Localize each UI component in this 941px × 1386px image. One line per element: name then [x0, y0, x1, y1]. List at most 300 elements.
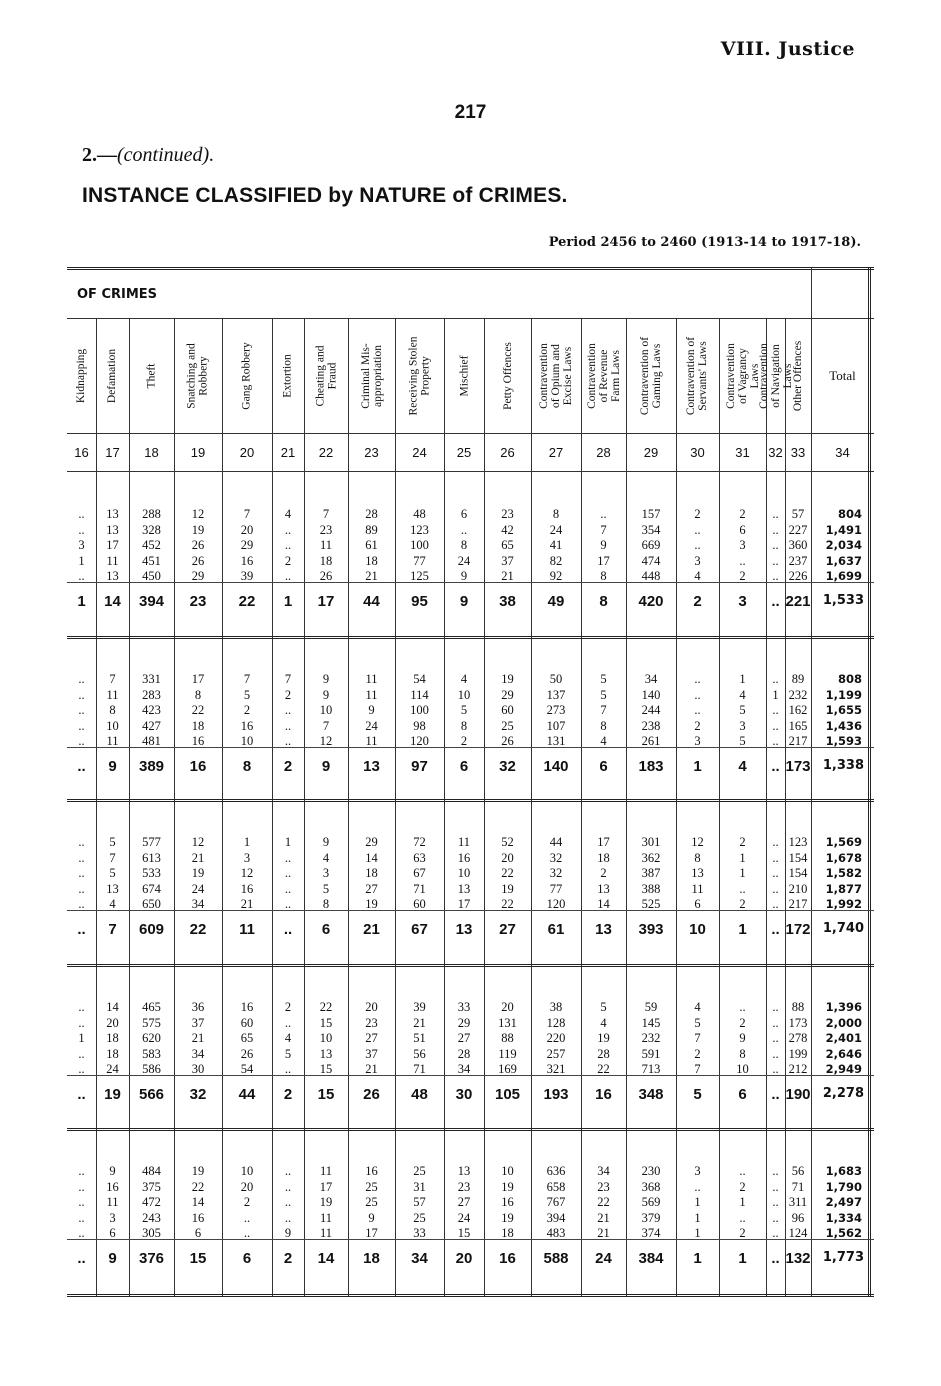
table-cell: 2,497	[825, 1195, 862, 1209]
data-cell-group	[67, 672, 96, 750]
data-cell-group	[581, 1000, 626, 1078]
average-cell: 1	[693, 1250, 702, 1267]
table-cell: ..	[78, 1015, 85, 1030]
table-cell: 7	[600, 522, 607, 537]
column-header	[626, 318, 676, 433]
table-cell: 3	[78, 538, 85, 552]
table-cell: 9	[322, 835, 330, 849]
table-cell: 483	[546, 1226, 566, 1240]
table-cell: 16	[240, 718, 254, 733]
column-header-label: Contravention of Navigation Laws	[757, 342, 794, 409]
column-header	[581, 318, 626, 433]
table-cell: 1	[694, 1195, 701, 1209]
table-cell: 533	[142, 866, 161, 880]
data-cell-group	[272, 672, 304, 750]
table-cell: 19	[191, 522, 205, 537]
table-cell: ..	[694, 687, 701, 702]
table-cell: 21	[597, 1226, 610, 1240]
table-cell: 100	[410, 538, 429, 552]
average-cell: 14	[317, 1250, 335, 1267]
table-cell: ..	[284, 1195, 292, 1209]
table-cell: 199	[788, 1046, 808, 1061]
table-cell: 32	[549, 850, 563, 865]
column-header	[757, 318, 794, 433]
section-title: VIII. Justice	[720, 38, 855, 60]
average-cell: 5	[693, 1086, 702, 1103]
column-number: 29	[643, 444, 659, 460]
table-cell: ..	[772, 1046, 779, 1061]
table-cell: 39	[240, 569, 254, 583]
table-cell: 27	[457, 1031, 471, 1045]
data-cell-group	[444, 507, 484, 585]
table-cell: 3	[739, 718, 746, 733]
table-cell: 3	[739, 538, 746, 552]
table-cell: ..	[772, 1164, 779, 1178]
table-cell: 51	[413, 1031, 426, 1045]
average-cell: 16	[189, 758, 207, 775]
average-cell: 105	[494, 1086, 521, 1103]
table-cell: 24	[191, 881, 205, 896]
column-header	[96, 318, 129, 433]
table-cell: 42	[501, 522, 514, 537]
table-cell: 18	[365, 866, 378, 880]
table-cell: 22	[597, 1195, 610, 1209]
column-header-label: Contravention of Opium and Excise Laws	[538, 342, 575, 409]
average-cell: 16	[499, 1250, 516, 1267]
table-cell: 244	[641, 703, 661, 717]
table-cell: 24	[549, 522, 563, 537]
table-cell: 25	[413, 1164, 426, 1178]
table-cell: ..	[78, 881, 85, 896]
table-cell: 1,593	[825, 734, 862, 748]
column-number: 24	[412, 444, 427, 460]
group-label: OF CRIMES	[77, 287, 158, 302]
column-header-label: Other Offences	[792, 340, 805, 411]
table-cell: 257	[546, 1046, 566, 1061]
table-cell: 37	[501, 553, 514, 568]
table-cell: ..	[772, 538, 779, 552]
table-cell: ..	[243, 1210, 251, 1225]
data-cell-group	[174, 507, 222, 585]
table-cell: ..	[694, 672, 701, 686]
column-number: 27	[548, 444, 564, 460]
average-cell: 13	[595, 921, 612, 938]
table-cell: 2	[694, 1046, 701, 1061]
table-cell: ..	[78, 1226, 85, 1240]
table-cell: 19	[501, 881, 514, 896]
table-cell: 5	[600, 1000, 607, 1014]
average-cell: 384	[638, 1250, 664, 1267]
table-cell: 100	[410, 703, 429, 717]
table-cell: 60	[501, 703, 514, 717]
table-cell: 22	[319, 1000, 333, 1014]
data-cell-group	[766, 1164, 785, 1242]
column-header-label: Contravention of Vagrancy Laws	[724, 342, 761, 409]
table-cell: 165	[788, 718, 808, 733]
table-number	[82, 144, 214, 167]
column-header	[785, 318, 811, 433]
table-cell: 388	[641, 881, 661, 896]
table-cell: ..	[772, 507, 779, 521]
data-cell-group	[67, 1000, 96, 1078]
table-cell: 11	[319, 1226, 333, 1240]
data-cell-group	[96, 1000, 129, 1078]
column-header	[174, 318, 222, 433]
table-cell: 5	[460, 703, 468, 717]
table-cell: ..	[284, 538, 292, 552]
data-cell-group	[272, 835, 304, 913]
data-cell-group	[272, 507, 304, 585]
data-cell-group	[304, 1164, 348, 1242]
average-cell: 9	[108, 758, 117, 775]
table-cell: 577	[142, 835, 161, 849]
data-cell-group	[785, 1000, 811, 1078]
table-cell: 32	[549, 866, 563, 880]
average-cell: 15	[189, 1250, 207, 1267]
table-cell: 2	[694, 718, 701, 733]
column-header-label: Contravention of Revenue Farm Laws	[585, 342, 622, 409]
table-cell: 26	[319, 569, 333, 583]
table-cell: 1	[694, 1226, 701, 1240]
table-cell: 238	[641, 718, 661, 733]
table-cell: 321	[546, 1062, 566, 1076]
average-cell: ..	[77, 921, 86, 938]
data-cell-group	[444, 1000, 484, 1078]
average-cell: 588	[543, 1250, 569, 1267]
table-cell: 1	[739, 850, 746, 865]
table-cell: 18	[365, 553, 378, 568]
table-cell: 217	[788, 734, 808, 748]
table-cell: 1,683	[825, 1164, 862, 1178]
data-cell-group	[129, 835, 174, 913]
table-cell: 71	[413, 881, 426, 896]
average-cell: 7	[108, 921, 117, 938]
table-cell: 278	[788, 1031, 808, 1045]
average-cell: 348	[638, 1086, 664, 1103]
table-cell: 60	[413, 897, 426, 911]
table-cell: 19	[365, 897, 378, 911]
table-cell: 5	[739, 734, 746, 748]
table-cell: 92	[549, 569, 563, 583]
table-cell: 9	[109, 1164, 116, 1178]
data-cell-group	[96, 507, 129, 585]
table-cell: 575	[142, 1015, 161, 1030]
table-cell: 4	[739, 687, 746, 702]
table-cell: 311	[788, 1195, 808, 1209]
table-cell: 18	[319, 553, 333, 568]
table-cell: 22	[191, 703, 205, 717]
table-cell: ..	[739, 553, 746, 568]
table-cell: 1	[772, 687, 779, 702]
data-cell-group	[222, 1164, 272, 1242]
table-cell: 9	[322, 672, 330, 686]
table-cell: 154	[788, 866, 808, 880]
table-cell: 44	[549, 835, 563, 849]
table-cell: 5	[284, 1046, 292, 1061]
table-cell: 379	[641, 1210, 661, 1225]
data-cell-group	[626, 672, 676, 750]
table-cell: 11	[319, 1164, 333, 1178]
table-cell: 120	[410, 734, 429, 748]
table-cell: 36	[191, 1000, 205, 1014]
table-cell: 1	[78, 1031, 85, 1045]
average-cell: 8	[599, 593, 608, 610]
average-cell: 172	[785, 921, 811, 938]
table-cell: 2	[243, 1195, 251, 1209]
column-header-label: Cheating and Fraud	[314, 345, 338, 406]
table-cell: ..	[78, 522, 85, 537]
table-cell: 39	[413, 1000, 426, 1014]
table-cell: 22	[191, 1179, 205, 1194]
table-cell: 162	[788, 703, 808, 717]
table-cell: 13	[457, 1164, 471, 1178]
data-cell-group	[531, 835, 581, 913]
column-header	[395, 318, 444, 433]
table-cell: 474	[641, 553, 661, 568]
column-number: 33	[790, 444, 806, 460]
table-cell: 29	[501, 687, 514, 702]
table-cell: 212	[788, 1062, 808, 1076]
column-header-label: Extortion	[282, 353, 295, 398]
table-cell: 54	[240, 1062, 254, 1076]
table-cell: 34	[457, 1062, 471, 1076]
table-cell: 17	[319, 1179, 333, 1194]
average-cell: 566	[138, 1086, 165, 1103]
average-cell: 1,533	[822, 593, 864, 608]
table-cell: ..	[78, 850, 85, 865]
table-cell: 2	[739, 1226, 746, 1240]
table-cell: 11	[365, 672, 378, 686]
data-cell-group	[304, 507, 348, 585]
table-cell: 31	[413, 1179, 426, 1194]
average-cell: 26	[363, 1086, 380, 1103]
average-cell: 193	[543, 1086, 569, 1103]
table-cell: 8	[109, 703, 116, 717]
table-cell: 217	[788, 897, 808, 911]
average-cell: 30	[455, 1086, 473, 1103]
data-cell-group	[222, 672, 272, 750]
table-cell: 10	[457, 866, 471, 880]
data-cell-group	[676, 507, 719, 585]
column-number: 30	[690, 444, 705, 460]
table-cell: 34	[597, 1164, 610, 1178]
data-cell-group	[444, 672, 484, 750]
average-cell: 10	[689, 921, 706, 938]
table-cell: ..	[284, 1062, 292, 1076]
table-cell: 4	[284, 507, 292, 521]
table-cell: 124	[788, 1226, 808, 1240]
table-cell: 2	[739, 507, 746, 521]
table-cell: 1	[284, 835, 292, 849]
data-cell-group	[395, 507, 444, 585]
column-header	[811, 318, 874, 433]
table-cell: 16	[457, 850, 471, 865]
table-cell: 2	[739, 835, 746, 849]
data-cell-group	[444, 835, 484, 913]
table-cell: 16	[501, 1195, 514, 1209]
average-cell: 132	[785, 1250, 811, 1267]
table-cell: 305	[142, 1226, 161, 1240]
table-cell: 11	[106, 1195, 119, 1209]
crimes-table	[67, 267, 874, 1297]
table-cell: 4	[694, 1000, 701, 1014]
table-cell: 243	[142, 1210, 161, 1225]
table-cell: 21	[413, 1015, 426, 1030]
data-cell-group	[811, 835, 874, 913]
table-cell: 18	[106, 1031, 119, 1045]
table-cell: ..	[78, 687, 85, 702]
table-cell: ..	[772, 703, 779, 717]
data-cell-group	[785, 507, 811, 585]
table-cell: 21	[240, 897, 254, 911]
table-cell: 56	[413, 1046, 426, 1061]
average-cell: 1	[738, 921, 747, 938]
table-cell: 13	[319, 1046, 333, 1061]
table-rule	[67, 267, 874, 270]
table-cell: 38	[549, 1000, 563, 1014]
table-cell: 25	[365, 1195, 378, 1209]
table-cell: 15	[319, 1015, 333, 1030]
table-cell: 16	[240, 1000, 254, 1014]
data-cell-group	[719, 835, 766, 913]
average-cell: 2	[693, 593, 702, 610]
average-cell: ..	[77, 1250, 86, 1267]
table-cell: ..	[772, 1062, 779, 1076]
table-cell: 669	[641, 538, 661, 552]
table-cell: 13	[457, 881, 471, 896]
table-cell: 154	[788, 850, 808, 865]
table-cell: 15	[457, 1226, 471, 1240]
data-cell-group	[531, 1000, 581, 1078]
table-cell: ..	[772, 553, 779, 568]
table-cell: ..	[284, 897, 292, 911]
average-cell: 11	[239, 921, 255, 938]
table-cell: 481	[142, 734, 161, 748]
table-cell: 1,199	[825, 687, 862, 702]
table-cell: 123	[788, 835, 808, 849]
data-cell-group	[811, 1164, 874, 1242]
average-cell: 1	[738, 1250, 747, 1267]
column-header-label: Contravention of Servants' Laws	[685, 336, 710, 415]
table-cell: 52	[501, 835, 514, 849]
table-cell: 7	[600, 703, 607, 717]
table-cell: 658	[546, 1179, 566, 1194]
average-cell: 394	[138, 593, 165, 610]
table-cell: 13	[106, 881, 119, 896]
table-cell: 14	[597, 897, 610, 911]
table-cell: 9	[368, 1210, 375, 1225]
table-cell: ..	[600, 507, 607, 521]
table-cell: 27	[457, 1195, 471, 1209]
average-cell: 183	[638, 758, 664, 775]
table-cell: 13	[691, 866, 704, 880]
table-cell: 26	[191, 553, 205, 568]
table-cell: ..	[78, 703, 85, 717]
table-cell: 360	[788, 538, 808, 552]
data-cell-group	[67, 835, 96, 913]
table-cell: 22	[501, 897, 514, 911]
table-cell: 9	[460, 569, 468, 583]
table-cell: ..	[772, 1031, 779, 1045]
data-cell-group	[348, 835, 395, 913]
table-cell: ..	[460, 522, 468, 537]
table-cell: 2,034	[825, 538, 862, 552]
table-cell: ..	[772, 1195, 779, 1209]
table-cell: 674	[142, 881, 161, 896]
data-cell-group	[531, 1164, 581, 1242]
data-cell-group	[484, 1164, 531, 1242]
table-cell: 10	[240, 1164, 254, 1178]
table-cell: 7	[284, 672, 292, 686]
data-cell-group	[626, 507, 676, 585]
average-cell: 9	[321, 758, 331, 775]
table-cell: 227	[788, 522, 808, 537]
average-cell: ..	[771, 1086, 780, 1103]
data-cell-group	[626, 835, 676, 913]
table-cell: 1,678	[825, 850, 862, 865]
table-cell: 88	[501, 1031, 514, 1045]
table-cell: 2	[694, 507, 701, 521]
table-cell: 17	[365, 1226, 378, 1240]
column-header-label: Gang Robbery	[241, 341, 254, 410]
table-cell: 12	[691, 835, 704, 849]
table-cell: 713	[641, 1062, 661, 1076]
data-cell-group	[395, 1164, 444, 1242]
table-cell: 9	[284, 1226, 292, 1240]
average-cell: 32	[189, 1086, 207, 1103]
table-cell: 11	[365, 734, 378, 748]
column-number: 18	[144, 444, 159, 460]
table-cell: 24	[365, 718, 378, 733]
table-cell: ..	[78, 1164, 85, 1178]
table-cell: 57	[413, 1195, 426, 1209]
column-header-label: Petty Offences	[501, 341, 514, 410]
table-cell: 8	[600, 718, 607, 733]
table-cell: 2	[284, 687, 292, 702]
table-cell: 4	[600, 1015, 607, 1030]
data-cell-group	[785, 835, 811, 913]
table-cell: 16	[106, 1179, 119, 1194]
table-cell: 16	[240, 881, 254, 896]
table-cell: ..	[78, 507, 85, 521]
table-cell: 472	[142, 1195, 161, 1209]
table-cell: 71	[413, 1062, 426, 1076]
column-header	[304, 318, 348, 433]
table-cell: 283	[142, 687, 161, 702]
average-cell: 1,740	[822, 921, 864, 936]
table-cell: 8	[322, 897, 330, 911]
table-cell: 26	[191, 538, 205, 552]
average-cell: 17	[317, 593, 335, 610]
table-cell: 120	[546, 897, 566, 911]
table-cell: 1,582	[825, 866, 862, 880]
average-cell: 24	[595, 1250, 612, 1267]
average-cell: 48	[411, 1086, 428, 1103]
table-cell: 1	[739, 672, 746, 686]
table-cell: 1	[739, 1195, 746, 1209]
table-cell: 60	[240, 1015, 254, 1030]
table-cell: 5	[600, 687, 607, 702]
average-cell: 6	[738, 1086, 747, 1103]
average-cell: 32	[499, 758, 516, 775]
average-cell: 61	[547, 921, 565, 938]
column-header	[531, 318, 581, 433]
data-cell-group	[304, 835, 348, 913]
table-cell: 354	[641, 522, 661, 537]
table-cell: 50	[549, 672, 563, 686]
table-cell: 1,790	[825, 1179, 862, 1194]
table-cell: ..	[78, 672, 85, 686]
